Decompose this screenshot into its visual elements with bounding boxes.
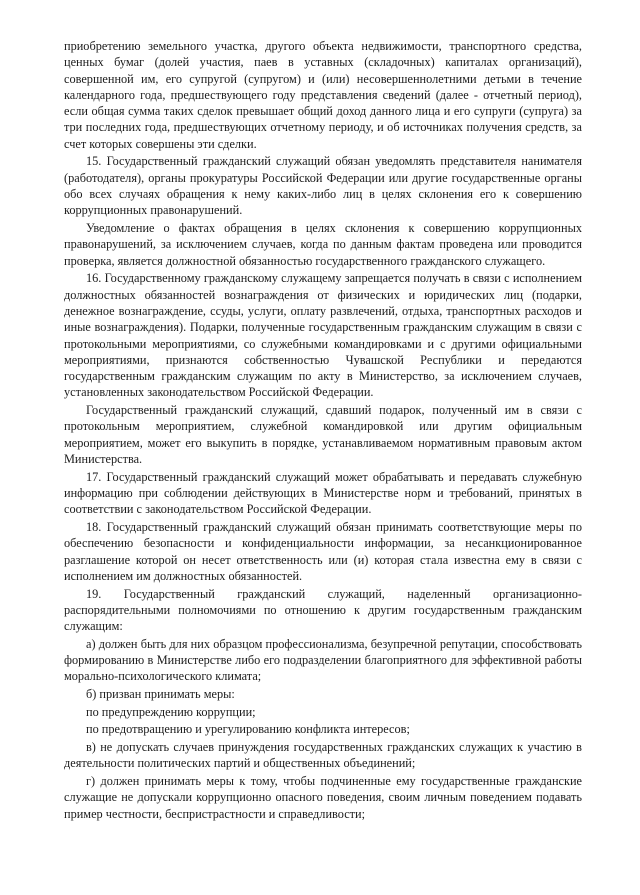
paragraph-16-gift: Государственный гражданский служащий, сдавший подарок, полученный им в связи с протокольным мероприятием, служебной командировкой или другим официальным мероприятием, может его выкупить в порядке, устанавливаемом нормативным правовым актом Министерства. bbox=[64, 403, 582, 466]
paragraph-19: 19. Государственный гражданский служащий, наделенный организационно-распорядительными полномочиями по отношению к другим государственным гражданским служащим: bbox=[64, 586, 582, 634]
paragraph-18: 18. Государственный гражданский служащий обязан принимать соответствующие меры по обеспечению безопасности и конфиденциальности информации, за несанкционированное разглашение которой он несет ответственность или (и) которая стала известна ему в связи с исполнением им должностных обязанностей. bbox=[64, 519, 582, 583]
paragraph-15: 15. Государственный гражданский служащий обязан уведомлять представителя нанимателя (работодателя), органы прокуратуры Российской Федерации или другие государственные органы обо всех случаях обращения к нему каких-либо лиц в целях склонения его к совершению коррупционных правонарушений. bbox=[64, 154, 582, 218]
paragraph-19-item-v: в) не допускать случаев принуждения государственных гражданских служащих к участию в деятельности политических партий и общественных объединений; bbox=[64, 740, 582, 771]
paragraph-19-item-b-1: по предупреждению коррупции; bbox=[86, 704, 256, 719]
paragraph-19-item-b-2: по предотвращению и урегулированию конфликта интересов; bbox=[86, 722, 410, 737]
paragraph-19-item-g: г) должен принимать меры к тому, чтобы подчиненные ему государственные гражданские служащие не допускали коррупционно опасного поведения, своим личным поведением подавать пример честности, беспристрастности и справедливости; bbox=[64, 774, 582, 821]
paragraph-16: 16. Государственному гражданскому служащему запрещается получать в связи с исполнением должностных обязанностей вознаграждения от физических и юридических лиц (подарки, денежное вознаграждение, ссуды, услуги, оплату развлечений, отдыха, транспортных расходов и иные вознаграждения). Подарки, полученные государственным гражданским служащим в связи с протокольными мероприятиями, со служебными командировками и с другими официальными мероприятиями, признаются собственностью Чувашской Республики и передаются государственным гражданским служащим по акту в Министерство, за исключением случаев, установленных законодательством Российской Федерации. bbox=[64, 271, 582, 400]
paragraph-19-item-b: б) призван принимать меры: bbox=[86, 687, 235, 702]
paragraph-17: 17. Государственный гражданский служащий может обрабатывать и передавать служебную информацию при соблюдении действующих в Министерстве норм и требований, принятых в соответствии с законодательством Российской Федерации. bbox=[64, 469, 582, 517]
paragraph-15-notice: Уведомление о фактах обращения в целях склонения к совершению коррупционных правонарушений, за исключением случаев, когда по данным фактам проведена или проводится проверка, является должностной обязанностью государственного гражданского служащего. bbox=[64, 221, 582, 268]
document-body bbox=[64, 38, 582, 823]
paragraph-19-item-a: а) должен быть для них образцом профессионализма, безупречной репутации, способствовать формированию в Министерстве либо его подразделении благоприятного для эффективной работы морально-психологического климата; bbox=[64, 636, 582, 684]
paragraph-continuation: приобретению земельного участка, другого объекта недвижимости, транспортного средства, ценных бумаг (долей участия, паев в уставных (складочных) капиталах организаций), совершенной им, его супругой (супругом) и (или) несовершеннолетними детьми в течение календарного года, предшествующего году представления сведений (далее - отчетный период), если общая сумма таких сделок превышает общий доход данного лица и его супруги (супруга) за три последних года, предшествующих отчетному периоду, и об источниках получения средств, за счет которых совершены эти сделки. bbox=[64, 39, 582, 151]
